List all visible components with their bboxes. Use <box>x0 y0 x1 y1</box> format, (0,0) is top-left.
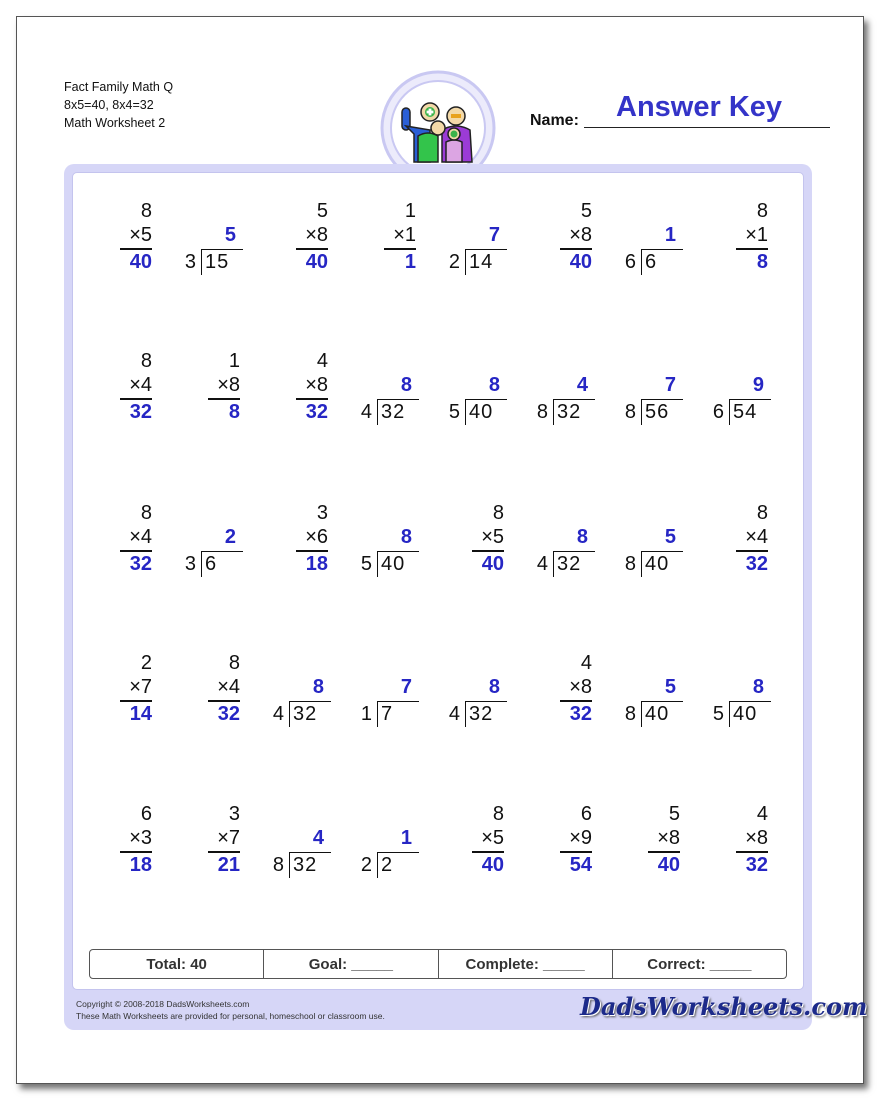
answer-key-label: Answer Key <box>616 91 783 123</box>
factor-top: 5 <box>316 200 328 222</box>
product-rule <box>120 248 152 250</box>
factor-top: 8 <box>140 502 152 524</box>
total-cell: Total: 40 <box>90 950 264 978</box>
division-bar <box>377 701 419 702</box>
divisor: 8 <box>624 401 636 423</box>
dividend: 40 <box>733 703 758 725</box>
divisor: 2 <box>360 854 372 876</box>
division-bracket <box>553 400 554 425</box>
factor-top: 6 <box>580 803 592 825</box>
division-bar <box>729 701 771 702</box>
factor-bottom: ×8 <box>217 374 240 396</box>
factor-bottom: ×5 <box>129 224 152 246</box>
factor-bottom: ×3 <box>129 827 152 849</box>
product-answer: 54 <box>569 854 592 876</box>
factor-top: 8 <box>756 200 768 222</box>
factor-bottom: ×8 <box>305 224 328 246</box>
copyright-notice <box>76 998 385 1022</box>
quotient-answer: 1 <box>664 224 676 246</box>
copyright-text: Copyright © 2008-2018 DadsWorksheets.com <box>76 999 250 1009</box>
factor-bottom: ×5 <box>481 827 504 849</box>
factor-bottom: ×4 <box>745 526 768 548</box>
division-bar <box>553 551 595 552</box>
division-bar <box>553 399 595 400</box>
product-rule <box>736 248 768 250</box>
quotient-answer: 8 <box>488 676 500 698</box>
product-rule <box>120 700 152 702</box>
quotient-answer: 8 <box>488 374 500 396</box>
division-bar <box>465 249 507 250</box>
worksheet-number: Math Worksheet 2 <box>64 116 166 130</box>
divisor: 2 <box>448 251 460 273</box>
dividend: 32 <box>557 553 582 575</box>
product-rule <box>296 248 328 250</box>
factor-top: 5 <box>580 200 592 222</box>
factor-top: 8 <box>492 803 504 825</box>
correct-cell: Correct: _____ <box>647 955 752 973</box>
factor-bottom: ×8 <box>745 827 768 849</box>
dividend: 6 <box>205 553 218 575</box>
usage-text: These Math Worksheets are provided for personal, homeschool or classroom use. <box>76 1011 385 1021</box>
product-rule <box>560 248 592 250</box>
dividend: 7 <box>381 703 394 725</box>
division-bracket <box>465 400 466 425</box>
quotient-answer: 7 <box>400 676 412 698</box>
factor-bottom: ×9 <box>569 827 592 849</box>
quotient-answer: 2 <box>224 526 236 548</box>
division-bar <box>377 551 419 552</box>
factor-bottom: ×4 <box>129 374 152 396</box>
product-answer: 40 <box>481 854 504 876</box>
division-bracket <box>729 702 730 727</box>
score-table <box>89 949 787 979</box>
division-bracket <box>641 400 642 425</box>
factor-bottom: ×4 <box>129 526 152 548</box>
division-bracket <box>465 702 466 727</box>
product-rule <box>560 700 592 702</box>
division-bracket <box>641 702 642 727</box>
division-bracket <box>641 250 642 275</box>
product-answer: 40 <box>305 251 328 273</box>
quotient-answer: 5 <box>664 676 676 698</box>
factor-top: 5 <box>668 803 680 825</box>
division-bar <box>201 249 243 250</box>
division-bracket <box>377 702 378 727</box>
product-rule <box>736 851 768 853</box>
factor-top: 8 <box>140 200 152 222</box>
product-answer: 18 <box>305 553 328 575</box>
division-bracket <box>289 853 290 878</box>
divisor: 8 <box>272 854 284 876</box>
quotient-answer: 1 <box>400 827 412 849</box>
product-answer: 40 <box>129 251 152 273</box>
dividend: 14 <box>469 251 494 273</box>
factor-top: 8 <box>756 502 768 524</box>
product-answer: 32 <box>129 553 152 575</box>
quotient-answer: 8 <box>576 526 588 548</box>
product-rule <box>296 550 328 552</box>
factor-top: 4 <box>756 803 768 825</box>
factor-bottom: ×1 <box>745 224 768 246</box>
product-rule <box>296 398 328 400</box>
division-bracket <box>465 250 466 275</box>
factor-bottom: ×8 <box>305 374 328 396</box>
product-rule <box>384 248 416 250</box>
quotient-answer: 8 <box>312 676 324 698</box>
quotient-answer: 4 <box>576 374 588 396</box>
product-rule <box>208 398 240 400</box>
division-bar <box>641 399 683 400</box>
dividend: 40 <box>381 553 406 575</box>
divisor: 3 <box>184 251 196 273</box>
division-bracket <box>729 400 730 425</box>
quotient-answer: 7 <box>664 374 676 396</box>
divisor: 1 <box>360 703 372 725</box>
dividend: 32 <box>293 854 318 876</box>
quotient-answer: 8 <box>400 374 412 396</box>
division-bar <box>465 399 507 400</box>
name-label: Name: <box>530 112 579 129</box>
factor-top: 4 <box>316 350 328 372</box>
factor-top: 3 <box>316 502 328 524</box>
dividend: 40 <box>469 401 494 423</box>
factor-bottom: ×6 <box>305 526 328 548</box>
product-answer: 40 <box>657 854 680 876</box>
product-rule <box>120 550 152 552</box>
factor-bottom: ×1 <box>393 224 416 246</box>
dividend: 6 <box>645 251 658 273</box>
quotient-answer: 9 <box>752 374 764 396</box>
worksheet-title: Fact Family Math Q <box>64 80 174 94</box>
factor-top: 2 <box>140 652 152 674</box>
goal-cell: Goal: _____ <box>264 950 438 978</box>
product-answer: 40 <box>569 251 592 273</box>
division-bar <box>289 852 331 853</box>
product-answer: 14 <box>129 703 152 725</box>
quotient-answer: 7 <box>488 224 500 246</box>
product-answer: 1 <box>404 251 416 273</box>
dividend: 32 <box>381 401 406 423</box>
worksheet-info <box>64 78 173 132</box>
quotient-answer: 5 <box>224 224 236 246</box>
division-bar <box>377 852 419 853</box>
product-rule <box>120 398 152 400</box>
product-rule <box>736 550 768 552</box>
dividend: 32 <box>557 401 582 423</box>
dividend: 32 <box>469 703 494 725</box>
factor-bottom: ×8 <box>657 827 680 849</box>
division-bar <box>641 551 683 552</box>
division-bracket <box>377 853 378 878</box>
factor-bottom: ×8 <box>569 224 592 246</box>
division-bar <box>465 701 507 702</box>
divisor: 3 <box>184 553 196 575</box>
factor-top: 8 <box>228 652 240 674</box>
divisor: 4 <box>536 553 548 575</box>
product-rule <box>208 700 240 702</box>
quotient-answer: 4 <box>312 827 324 849</box>
division-bracket <box>553 552 554 577</box>
divisor: 6 <box>712 401 724 423</box>
factor-top: 1 <box>228 350 240 372</box>
divisor: 6 <box>624 251 636 273</box>
factor-bottom: ×7 <box>217 827 240 849</box>
product-answer: 32 <box>745 854 768 876</box>
product-rule <box>472 851 504 853</box>
product-rule <box>648 851 680 853</box>
factor-bottom: ×5 <box>481 526 504 548</box>
product-answer: 32 <box>129 401 152 423</box>
divisor: 4 <box>448 703 460 725</box>
divisor: 4 <box>360 401 372 423</box>
quotient-answer: 5 <box>664 526 676 548</box>
product-rule <box>120 851 152 853</box>
factor-bottom: ×7 <box>129 676 152 698</box>
product-answer: 21 <box>217 854 240 876</box>
factor-top: 8 <box>140 350 152 372</box>
division-bracket <box>201 250 202 275</box>
product-rule <box>208 851 240 853</box>
division-bar <box>377 399 419 400</box>
division-bracket <box>289 702 290 727</box>
division-bracket <box>201 552 202 577</box>
dividend: 40 <box>645 553 670 575</box>
product-rule <box>472 550 504 552</box>
quotient-answer: 8 <box>400 526 412 548</box>
division-bar <box>641 249 683 250</box>
division-bar <box>201 551 243 552</box>
factor-bottom: ×4 <box>217 676 240 698</box>
dividend: 32 <box>293 703 318 725</box>
product-answer: 32 <box>745 553 768 575</box>
product-answer: 32 <box>217 703 240 725</box>
product-rule <box>560 851 592 853</box>
dividend: 2 <box>381 854 394 876</box>
complete-cell: Complete: _____ <box>439 950 613 978</box>
quotient-answer: 8 <box>752 676 764 698</box>
divisor: 8 <box>624 553 636 575</box>
worksheet-facts: 8x5=40, 8x4=32 <box>64 98 154 112</box>
division-bar <box>641 701 683 702</box>
divisor: 5 <box>712 703 724 725</box>
factor-top: 1 <box>404 200 416 222</box>
division-bracket <box>641 552 642 577</box>
brand-logo: DadsWorksheets.com <box>580 992 868 1021</box>
divisor: 8 <box>536 401 548 423</box>
factor-top: 4 <box>580 652 592 674</box>
divisor: 5 <box>360 553 372 575</box>
name-line <box>584 127 830 128</box>
division-bracket <box>377 400 378 425</box>
division-bracket <box>377 552 378 577</box>
factor-top: 6 <box>140 803 152 825</box>
dividend: 54 <box>733 401 758 423</box>
dividend: 40 <box>645 703 670 725</box>
product-answer: 8 <box>756 251 768 273</box>
divisor: 4 <box>272 703 284 725</box>
dividend: 56 <box>645 401 670 423</box>
factor-bottom: ×8 <box>569 676 592 698</box>
divisor: 5 <box>448 401 460 423</box>
product-answer: 40 <box>481 553 504 575</box>
product-answer: 32 <box>569 703 592 725</box>
divisor: 8 <box>624 703 636 725</box>
division-bar <box>289 701 331 702</box>
dividend: 15 <box>205 251 230 273</box>
factor-top: 8 <box>492 502 504 524</box>
product-answer: 32 <box>305 401 328 423</box>
factor-top: 3 <box>228 803 240 825</box>
division-bar <box>729 399 771 400</box>
product-answer: 18 <box>129 854 152 876</box>
product-answer: 8 <box>228 401 240 423</box>
